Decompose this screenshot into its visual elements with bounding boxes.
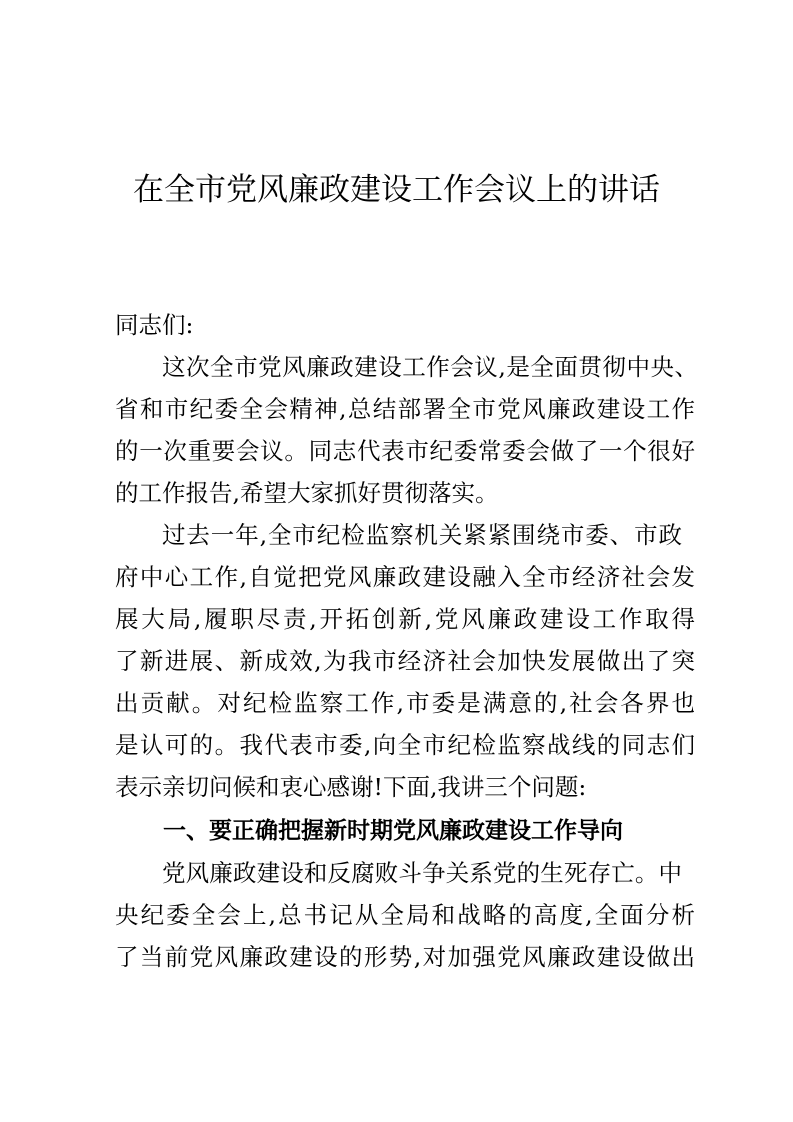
paragraph-line: 了当前党风廉政建设的形势,对加强党风廉政建设做出 <box>115 943 695 971</box>
salutation: 同志们: <box>115 311 194 339</box>
paragraph-line: 表示亲切问候和衷心感谢!下面,我讲三个问题: <box>115 773 587 801</box>
paragraph-line: 出贡献。对纪检监察工作,市委是满意的,社会各界也 <box>115 689 695 717</box>
document-title: 在全市党风廉政建设工作会议上的讲话 <box>133 172 660 208</box>
paragraph-line: 央纪委全会上,总书记从全局和战略的高度,全面分析 <box>115 901 695 929</box>
paragraph-line: 了新进展、新成效,为我市经济社会加快发展做出了突 <box>115 647 695 675</box>
paragraph-line: 是认可的。我代表市委,向全市纪检监察战线的同志们 <box>115 731 695 759</box>
paragraph-line: 的一次重要会议。同志代表市纪委常委会做了一个很好 <box>115 437 695 465</box>
paragraph-line: 省和市纪委全会精神,总结部署全市党风廉政建设工作 <box>115 395 695 423</box>
paragraph-line: 的工作报告,希望大家抓好贯彻落实。 <box>115 479 499 507</box>
paragraph-line: 过去一年,全市纪检监察机关紧紧围绕市委、市政 <box>162 521 682 549</box>
section-heading: 一、要正确把握新时期党风廉政建设工作导向 <box>163 818 623 844</box>
paragraph-line: 党风廉政建设和反腐败斗争关系党的生死存亡。中 <box>162 859 682 887</box>
paragraph-line: 展大局,履职尽责,开拓创新,党风廉政建设工作取得 <box>115 605 695 633</box>
paragraph-line: 这次全市党风廉政建设工作会议,是全面贯彻中央、 <box>162 353 698 381</box>
paragraph-line: 府中心工作,自觉把党风廉政建设融入全市经济社会发 <box>115 563 695 591</box>
